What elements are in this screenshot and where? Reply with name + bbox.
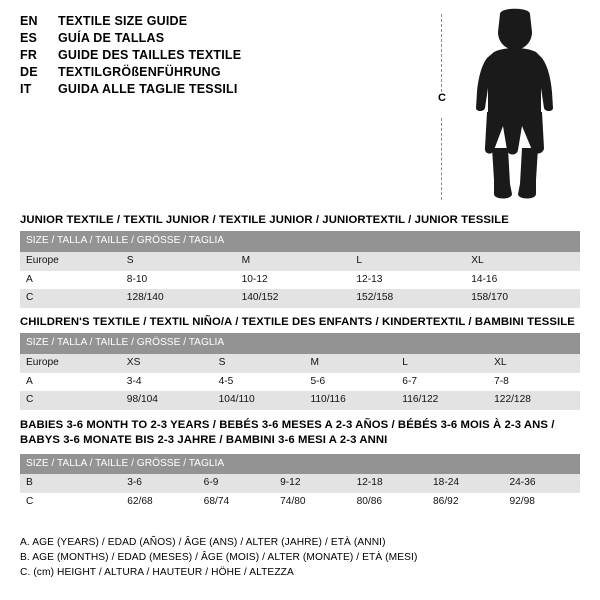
language-row <box>20 48 440 62</box>
cell: 3-6 <box>121 474 197 493</box>
legend-item-b: B. AGE (MONTHS) / EDAD (MESES) / ÂGE (MOIS) / ALTER (MONATE) / ETÀ (MESI) <box>20 552 418 563</box>
cell: 24-36 <box>503 474 580 493</box>
cell: 12-13 <box>350 271 465 290</box>
cell: 122/128 <box>488 391 580 410</box>
language-title: TEXTILGRÖßENFÜHRUNG <box>58 65 221 79</box>
cell: 12-18 <box>351 474 427 493</box>
legend-item-a: A. AGE (YEARS) / EDAD (AÑOS) / ÂGE (ANS) / ALTER (JAHRE) / ETÀ (ANNI) <box>20 537 386 548</box>
size-table-babies <box>20 454 580 512</box>
row-label: C <box>20 391 121 410</box>
language-code: DE <box>20 65 38 79</box>
cell: L <box>396 354 488 373</box>
cell: 5-6 <box>304 373 396 392</box>
cell: M <box>304 354 396 373</box>
cell: 128/140 <box>121 289 236 308</box>
table-row <box>20 391 580 410</box>
row-label: A <box>20 373 121 392</box>
table-header-label: SIZE / TALLA / TAILLE / GRÖSSE / TAGLIA <box>20 231 580 252</box>
section-junior-textile <box>20 214 580 308</box>
language-title: TEXTILE SIZE GUIDE <box>58 14 188 28</box>
cell: 18-24 <box>427 474 503 493</box>
language-code: FR <box>20 48 38 62</box>
cell: 6-9 <box>198 474 274 493</box>
section-babies-textile <box>20 418 580 512</box>
legend-block <box>20 537 580 582</box>
table-row <box>20 474 580 493</box>
row-label: C <box>20 493 121 512</box>
table-row <box>20 271 580 290</box>
cell: 74/80 <box>274 493 350 512</box>
cell: S <box>213 354 305 373</box>
cell: M <box>236 252 351 271</box>
measure-line-upper <box>441 14 442 92</box>
language-code: EN <box>20 14 38 28</box>
language-title: GUIDA ALLE TAGLIE TESSILI <box>58 82 238 96</box>
language-title: GUIDE DES TAILLES TEXTILE <box>58 48 242 62</box>
table-header-label: SIZE / TALLA / TAILLE / GRÖSSE / TAGLIA <box>20 454 580 475</box>
table-row <box>20 252 580 271</box>
table-header-label: SIZE / TALLA / TAILLE / GRÖSSE / TAGLIA <box>20 333 580 354</box>
cell: 98/104 <box>121 391 213 410</box>
legend-item-c: C. (cm) HEIGHT / ALTURA / HAUTEUR / HÖHE / ALTEZZA <box>20 567 294 578</box>
table-row <box>20 373 580 392</box>
table-header-row <box>20 231 580 252</box>
cell: S <box>121 252 236 271</box>
cell: 8-10 <box>121 271 236 290</box>
cell: 6-7 <box>396 373 488 392</box>
language-row <box>20 82 440 96</box>
table-row <box>20 354 580 373</box>
cell: 9-12 <box>274 474 350 493</box>
cell: XL <box>465 252 580 271</box>
language-code: IT <box>20 82 32 96</box>
cell: 10-12 <box>236 271 351 290</box>
cell: L <box>350 252 465 271</box>
cell: XS <box>121 354 213 373</box>
cell: 3-4 <box>121 373 213 392</box>
cell: 68/74 <box>198 493 274 512</box>
row-label: Europe <box>20 252 121 271</box>
cell: 92/98 <box>503 493 580 512</box>
cell: 152/158 <box>350 289 465 308</box>
table-row <box>20 493 580 512</box>
size-table-junior <box>20 231 580 308</box>
cell: 14-16 <box>465 271 580 290</box>
cell: 158/170 <box>465 289 580 308</box>
cell: 140/152 <box>236 289 351 308</box>
row-label: B <box>20 474 121 493</box>
measure-line-lower <box>441 118 442 200</box>
section-childrens-textile <box>20 316 580 410</box>
language-title: GUÍA DE TALLAS <box>58 31 165 45</box>
section-title: CHILDREN'S TEXTILE / TEXTIL NIÑO/A / TEXTILE DES ENFANTS / KINDERTEXTIL / BAMBINI TESSILE <box>20 316 575 328</box>
cell: 4-5 <box>213 373 305 392</box>
cell: 86/92 <box>427 493 503 512</box>
cell: 62/68 <box>121 493 197 512</box>
row-label: C <box>20 289 121 308</box>
language-row <box>20 65 440 79</box>
table-header-row <box>20 454 580 475</box>
language-row <box>20 31 440 45</box>
language-code: ES <box>20 31 38 45</box>
row-label: A <box>20 271 121 290</box>
language-row <box>20 14 440 28</box>
cell: XL <box>488 354 580 373</box>
cell: 110/116 <box>304 391 396 410</box>
toddler-silhouette-icon <box>456 8 576 206</box>
section-title: JUNIOR TEXTILE / TEXTIL JUNIOR / TEXTILE JUNIOR / JUNIORTEXTIL / JUNIOR TESSILE <box>20 214 509 226</box>
section-title: BABIES 3-6 MONTH TO 2-3 YEARS / BEBÉS 3-6 MESES A 2-3 AÑOS / BÉBÉS 3-6 MOIS À 2-3 ANS / BABYS 3-6 MONATE BIS 2-3 JAHRE / BAMBINI 3-6 MESI A 2-3 ANNI <box>20 419 555 447</box>
measurement-figure <box>438 8 578 206</box>
row-label: Europe <box>20 354 121 373</box>
size-table-children <box>20 333 580 410</box>
language-title-block <box>20 14 440 99</box>
cell: 104/110 <box>213 391 305 410</box>
cell: 7-8 <box>488 373 580 392</box>
cell: 116/122 <box>396 391 488 410</box>
table-row <box>20 289 580 308</box>
table-header-row <box>20 333 580 354</box>
cell: 80/86 <box>351 493 427 512</box>
measure-label-c: C <box>438 92 446 104</box>
